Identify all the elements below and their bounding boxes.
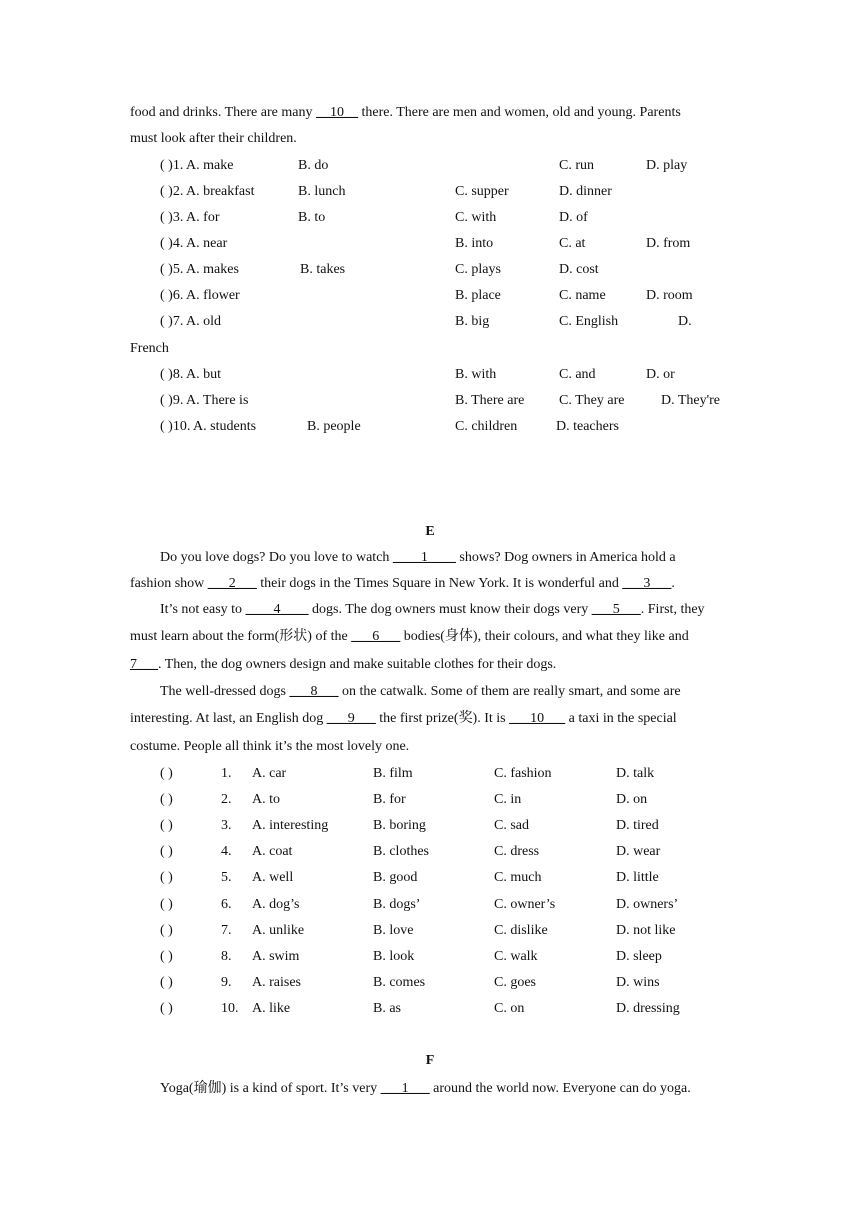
option-d: D. dressing [616, 1001, 680, 1016]
text: The well-dressed dogs [160, 684, 290, 699]
option-a: A. raises [252, 975, 301, 990]
question-number: 10. [221, 1001, 239, 1016]
option-d: D. room [646, 288, 693, 303]
option-b: B. There are [455, 393, 525, 408]
question-number: 4. [221, 844, 232, 859]
question-num: ( )4. A. near [160, 236, 228, 251]
paragraph-line: costume. People all think it’s the most lovely one. [130, 739, 410, 754]
section-title: E [425, 524, 435, 539]
text: must learn about the form(形状) of the [130, 629, 352, 644]
option-c: C. children [455, 419, 518, 434]
text: fashion show [130, 576, 208, 591]
text: Yoga(瑜伽) is a kind of sport. It’s very [160, 1081, 381, 1096]
option-c: C. name [559, 288, 606, 303]
option-c: C. They are [559, 393, 625, 408]
option-a: A. well [252, 870, 294, 885]
question-num: ( )9. A. There is [160, 393, 249, 408]
text: shows? Dog owners in America hold a [455, 550, 676, 565]
question-number: 6. [221, 897, 232, 912]
answer-paren: ( ) [160, 766, 173, 781]
text: interesting. At last, an English dog [130, 711, 327, 726]
option-c: C. owner’s [494, 897, 556, 912]
paragraph-line [130, 104, 681, 122]
option-d: D. They're [661, 393, 721, 408]
text: . Then, the dog owners design and make suitable clothes for their dogs. [158, 657, 557, 672]
option-d: D. from [646, 236, 691, 251]
blank-1: ____1____ [392, 550, 456, 565]
text: their dogs in the Times Square in New York. It is wonderful and [256, 576, 623, 591]
option-d: D. cost [559, 262, 599, 277]
option-c: C. sad [494, 818, 529, 833]
option-a: A. dog’s [252, 897, 300, 912]
option-c: C. plays [455, 262, 501, 277]
answer-paren: ( ) [160, 818, 173, 833]
section-title: F [425, 1053, 435, 1068]
text: food and drinks. There are many [130, 105, 316, 120]
text: dogs. The dog owners must know their dogs very [308, 602, 592, 617]
option-c: C. much [494, 870, 542, 885]
option-c: C. walk [494, 949, 538, 964]
option-b: B. lunch [298, 184, 346, 199]
option-c: C. fashion [494, 766, 552, 781]
option-b: B. boring [373, 818, 426, 833]
option-d: D. owners’ [616, 897, 679, 912]
question-number: 8. [221, 949, 232, 964]
question-number: 1. [221, 766, 232, 781]
question-num: ( )6. A. flower [160, 288, 240, 303]
blank-4: ____4____ [245, 602, 309, 617]
paragraph-line: must look after their children. [130, 131, 297, 146]
question-num: ( )1. A. make [160, 158, 234, 173]
question-num: ( )2. A. breakfast [160, 184, 255, 199]
option-b: B. clothes [373, 844, 429, 859]
blank-3: ___3___ [622, 576, 672, 591]
option-d: D. little [616, 870, 659, 885]
option-b: B. look [373, 949, 415, 964]
option-b: B. good [373, 870, 418, 885]
option-c: C. dress [494, 844, 540, 859]
option-d: D. wear [616, 844, 661, 859]
question-num: ( )5. A. makes [160, 262, 239, 277]
option-c: C. and [559, 367, 596, 382]
option-c: C. supper [455, 184, 509, 199]
option-b: B. love [373, 923, 414, 938]
blank-8: ___8___ [289, 684, 339, 699]
paragraph-line [160, 601, 705, 619]
option-a: A. to [252, 792, 280, 807]
blank-6: ___6___ [351, 629, 401, 644]
option-b: B. do [298, 158, 329, 173]
option-a: A. swim [252, 949, 300, 964]
option-a: A. car [252, 766, 287, 781]
question-number: 7. [221, 923, 232, 938]
option-c: C. run [559, 158, 594, 173]
option-b: B. for [373, 792, 406, 807]
option-d: D. teachers [556, 419, 619, 434]
question-number: 2. [221, 792, 232, 807]
blank-5: ___5___ [591, 602, 641, 617]
option-b: B. big [455, 314, 490, 329]
option-c: C. at [559, 236, 586, 251]
option-c: C. with [455, 210, 497, 225]
option-c: C. English [559, 314, 619, 329]
option-b: B. film [373, 766, 413, 781]
question-num: ( )8. A. but [160, 367, 222, 382]
question-number: 9. [221, 975, 232, 990]
paragraph-line [160, 549, 676, 567]
blank-10: __10__ [315, 105, 358, 120]
option-c: C. on [494, 1001, 525, 1016]
question-num: ( )7. A. old [160, 314, 222, 329]
text: on the catwalk. Some of them are really smart, and some are [338, 684, 681, 699]
blank-10: ___10___ [509, 711, 566, 726]
answer-paren: ( ) [160, 975, 173, 990]
blank-2: ___2___ [207, 576, 257, 591]
blank-1: ___1___ [380, 1081, 430, 1096]
text: there. There are men and women, old and young. Parents [357, 105, 681, 120]
answer-paren: ( ) [160, 897, 173, 912]
paragraph-line [160, 1080, 691, 1098]
option-b: B. into [455, 236, 494, 251]
option-d: D. sleep [616, 949, 662, 964]
question-number: 3. [221, 818, 232, 833]
option-c: C. goes [494, 975, 536, 990]
paragraph-line [160, 683, 681, 701]
option-b: B. as [373, 1001, 401, 1016]
option-a: A. interesting [252, 818, 329, 833]
option-b: B. dogs’ [373, 897, 421, 912]
text: around the world now. Everyone can do yoga. [429, 1081, 691, 1096]
text: . First, they [640, 602, 705, 617]
option-d: D. on [616, 792, 648, 807]
blank-7: 7___ [130, 657, 158, 672]
option-c: C. in [494, 792, 522, 807]
text: Do you love dogs? Do you love to watch [160, 550, 393, 565]
option-d-wrap: French [130, 341, 169, 356]
option-d: D. tired [616, 818, 659, 833]
paragraph-line [130, 575, 675, 593]
option-c: C. dislike [494, 923, 548, 938]
blank-9: ___9___ [326, 711, 376, 726]
option-d: D. play [646, 158, 688, 173]
option-d: D. of [559, 210, 588, 225]
question-num: ( )3. A. for [160, 210, 220, 225]
paragraph-line [130, 710, 677, 728]
option-d: D. wins [616, 975, 660, 990]
answer-paren: ( ) [160, 792, 173, 807]
option-b: B. place [455, 288, 501, 303]
text: bodies(身体), their colours, and what they like and [400, 629, 689, 644]
option-b: B. takes [300, 262, 346, 277]
text: a taxi in the special [565, 711, 677, 726]
answer-paren: ( ) [160, 949, 173, 964]
option-a: A. coat [252, 844, 293, 859]
text: It’s not easy to [160, 602, 246, 617]
question-number: 5. [221, 870, 232, 885]
option-a: A. unlike [252, 923, 305, 938]
option-b: B. with [455, 367, 497, 382]
answer-paren: ( ) [160, 870, 173, 885]
option-d: D. or [646, 367, 675, 382]
option-d: D. not like [616, 923, 676, 938]
option-b: B. comes [373, 975, 426, 990]
option-d: D. [678, 314, 692, 329]
paragraph-line [130, 628, 689, 646]
paragraph-line [130, 656, 556, 674]
text: . [671, 576, 675, 591]
option-b: B. people [307, 419, 361, 434]
answer-paren: ( ) [160, 844, 173, 859]
option-b: B. to [298, 210, 326, 225]
option-d: D. dinner [559, 184, 612, 199]
answer-paren: ( ) [160, 1001, 173, 1016]
text: the first prize(奖). It is [375, 711, 510, 726]
answer-paren: ( ) [160, 923, 173, 938]
question-num: ( )10. A. students [160, 419, 257, 434]
option-a: A. like [252, 1001, 291, 1016]
option-d: D. talk [616, 766, 655, 781]
